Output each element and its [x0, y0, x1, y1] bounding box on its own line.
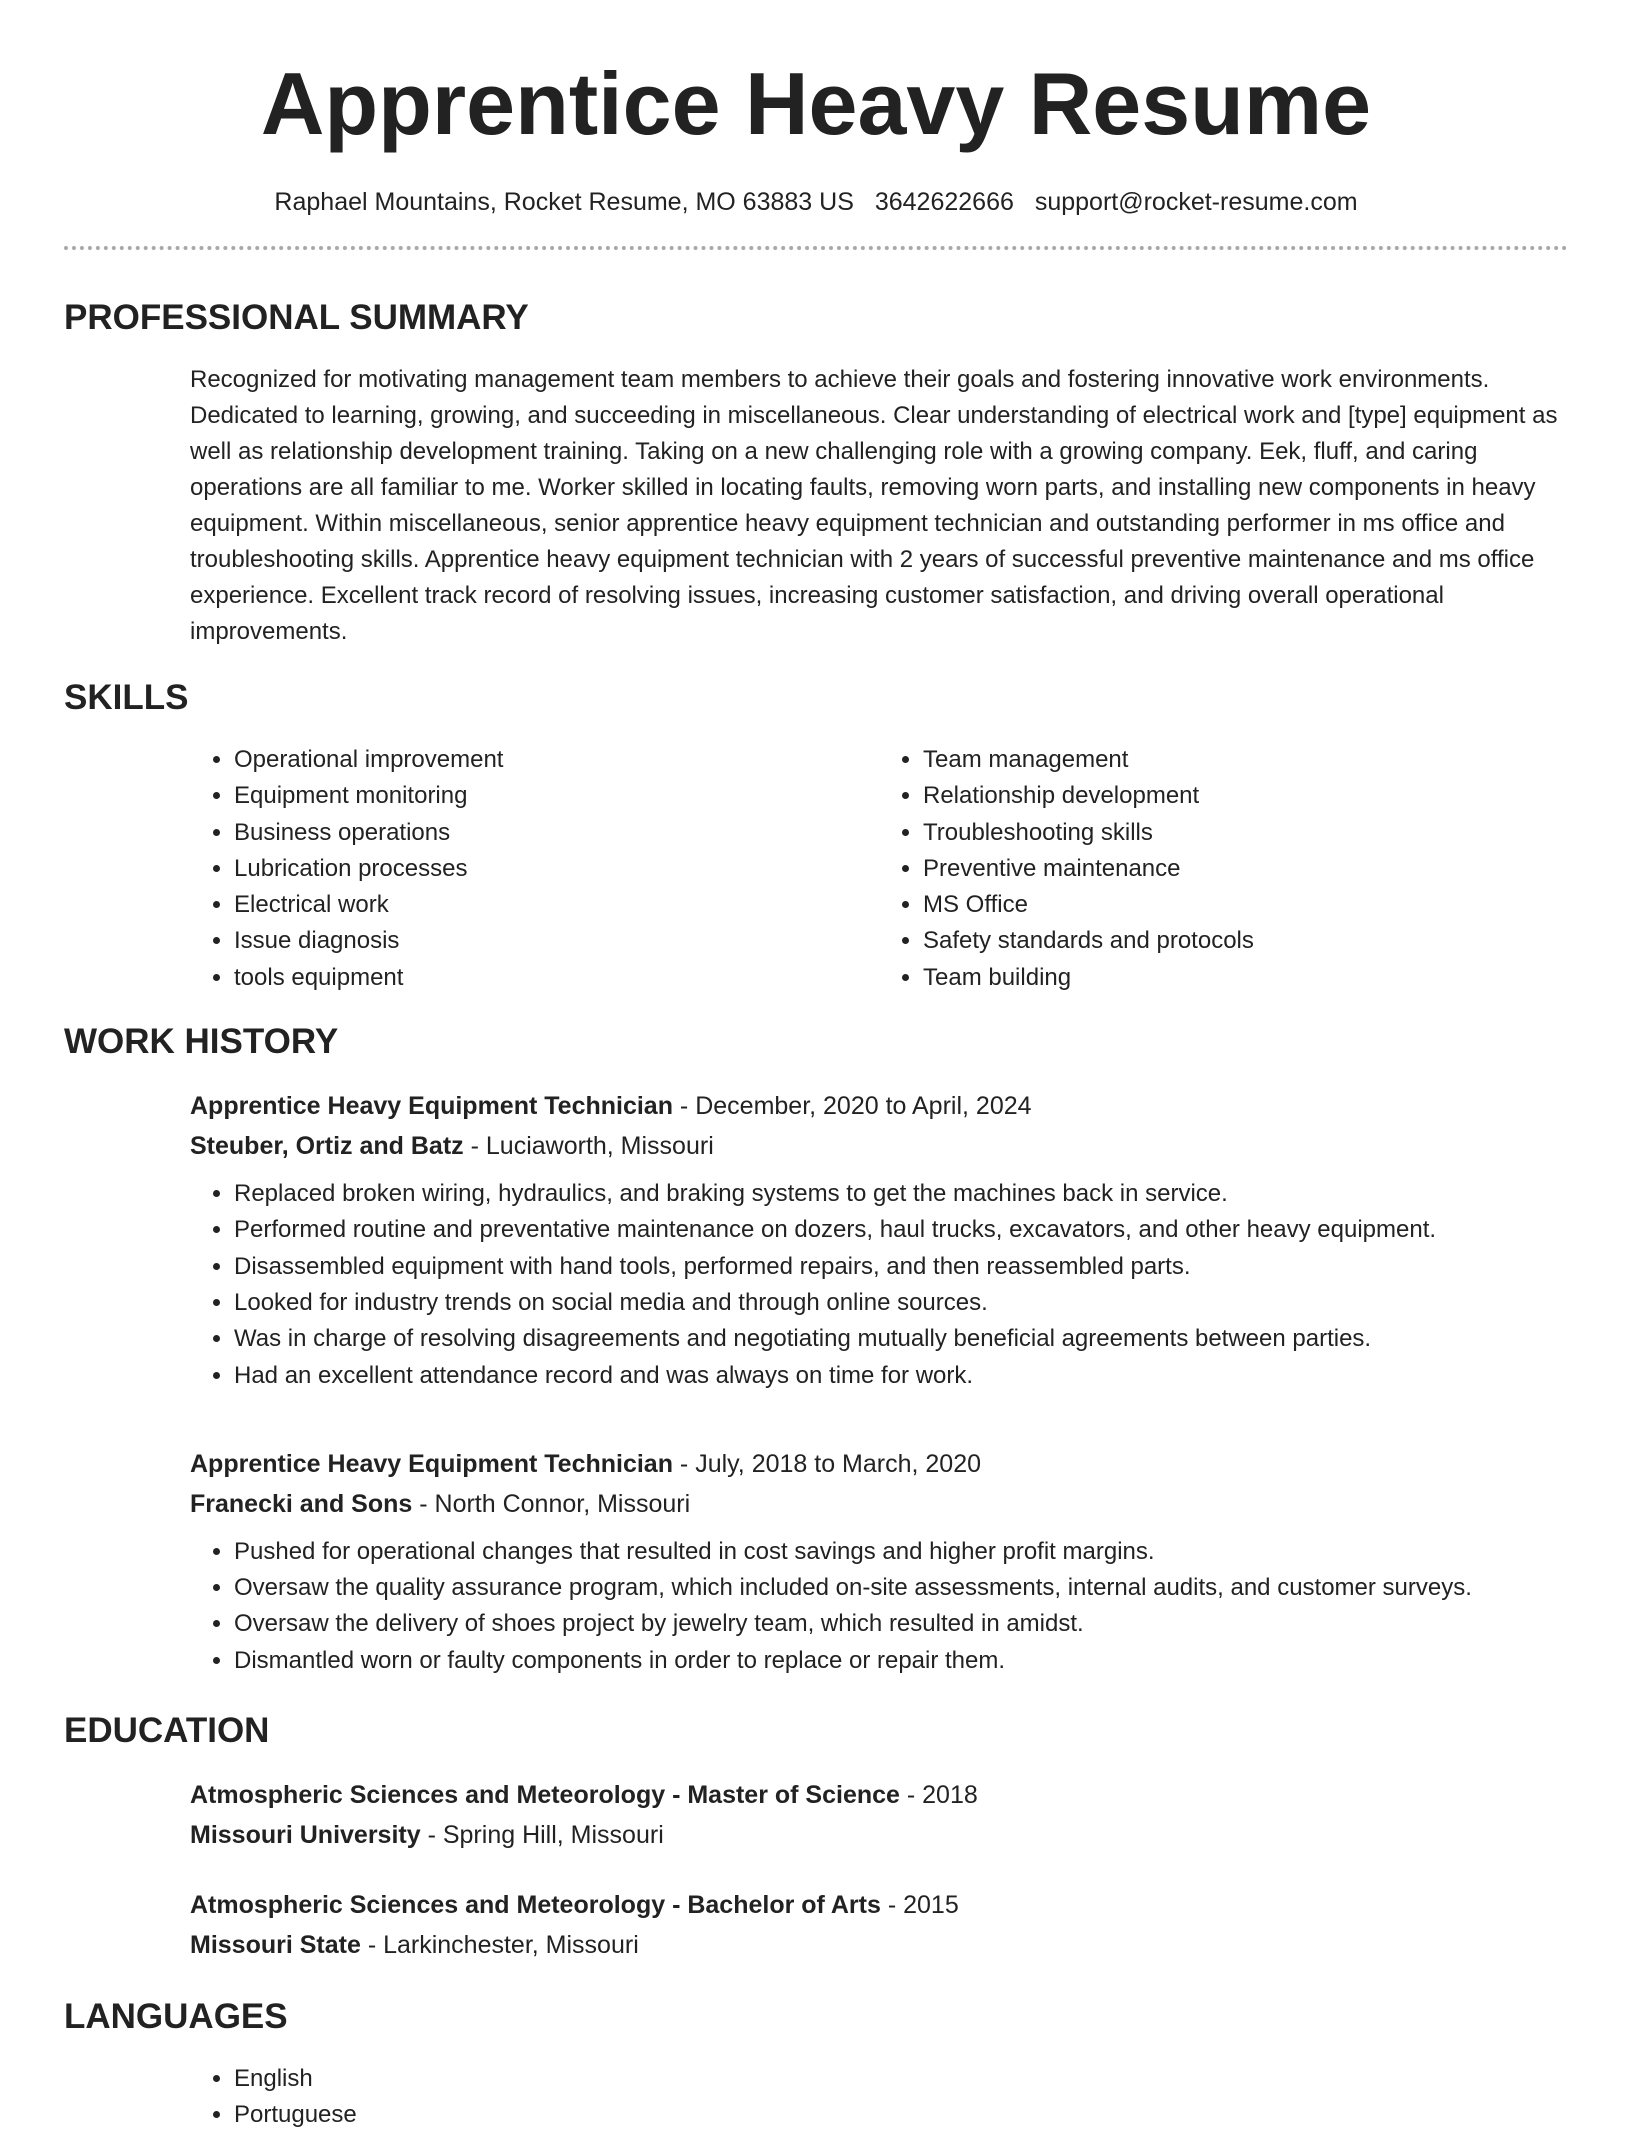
education-entry	[190, 1885, 1568, 1965]
skill-item: • Safety standards and protocols	[923, 923, 1568, 959]
resume-page	[64, 0, 1568, 2133]
education-year: - 2015	[880, 1891, 959, 1920]
job-bullets	[190, 1534, 1568, 1679]
education-degree: Atmospheric Sciences and Meteorology - Bachelor of Arts	[190, 1891, 881, 1920]
education-year: - 2018	[899, 1781, 978, 1810]
summary-text: Recognized for motivating management team members to achieve their goals and fostering innovative work environments. Dedicated to learning, growing, and succeeding in miscellaneous. Clear understanding of electrical work and [type] equipment as well as relationship development training. Taking on a new challenging role with a growing company. Eek, fluff, and caring operations are all familiar to me. Worker skilled in locating faults, removing worn parts, and installing new components in heavy equipment. Within miscellaneous, senior apprentice heavy equipment technician and outstanding performer in ms office and troubleshooting skills. Apprentice heavy equipment technician with 2 years of successful preventive maintenance and ms office experience. Excellent track record of resolving issues, increasing customer satisfaction, and driving overall operational improvements.	[190, 366, 1558, 645]
skill-item: • Team management	[923, 742, 1568, 778]
languages-section	[190, 2061, 1568, 2133]
education-school-line	[190, 1815, 1568, 1855]
contact-line	[64, 186, 1568, 218]
job-entry	[190, 1086, 1568, 1394]
header-divider	[64, 246, 1568, 250]
job-bullet: • Disassembled equipment with hand tools, performed repairs, and then reassembled parts.	[234, 1249, 1568, 1285]
languages-list	[190, 2061, 1568, 2133]
job-location: - Luciaworth, Missouri	[463, 1132, 714, 1161]
skills-grid	[190, 742, 1568, 996]
job-title-line	[190, 1444, 1568, 1484]
skill-item: • Electrical work	[234, 887, 879, 923]
work-history-heading: WORK HISTORY	[64, 1022, 339, 1062]
job-bullets	[190, 1176, 1568, 1394]
job-company-line	[190, 1126, 1568, 1166]
skills-column-left	[190, 742, 879, 996]
job-company-line	[190, 1484, 1568, 1524]
education-heading: EDUCATION	[64, 1711, 270, 1751]
skills-heading: SKILLS	[64, 678, 189, 717]
skill-item: • Equipment monitoring	[234, 778, 879, 814]
job-bullet: • Oversaw the quality assurance program, which included on-site assessments, internal audits, and customer surveys.	[234, 1570, 1568, 1606]
job-company: Franecki and Sons	[190, 1489, 413, 1518]
resume-title: Apprentice Heavy Resume	[260, 54, 1372, 153]
education-school-line	[190, 1925, 1568, 1965]
skill-item: • Troubleshooting skills	[923, 815, 1568, 851]
skills-column-right	[879, 742, 1568, 996]
job-bullet: • Performed routine and preventative maintenance on dozers, haul trucks, excavators, and other heavy equipment.	[234, 1212, 1568, 1248]
job-bullet: • Had an excellent attendance record and was always on time for work.	[234, 1358, 1568, 1394]
education-degree-line	[190, 1775, 1568, 1815]
education-degree: Atmospheric Sciences and Meteorology - Master of Science	[190, 1781, 900, 1810]
job-role: Apprentice Heavy Equipment Technician	[190, 1092, 673, 1121]
job-title-line	[190, 1086, 1568, 1126]
education-entry	[190, 1775, 1568, 1855]
job-bullet: • Dismantled worn or faulty components in order to replace or repair them.	[234, 1643, 1568, 1679]
contact-phone: 3642622666	[874, 188, 1014, 216]
education-school: Missouri University	[190, 1821, 421, 1850]
skill-item: • MS Office	[923, 887, 1568, 923]
education-degree-line	[190, 1885, 1568, 1925]
languages-heading: LANGUAGES	[64, 1997, 288, 2037]
education-location: - Larkinchester, Missouri	[360, 1931, 639, 1960]
skill-item: • Operational improvement	[234, 742, 879, 778]
job-company: Steuber, Ortiz and Batz	[190, 1132, 464, 1161]
language-item: • Portuguese	[234, 2097, 1568, 2133]
skill-item: • Relationship development	[923, 778, 1568, 814]
skill-item: • Business operations	[234, 815, 879, 851]
summary-heading: PROFESSIONAL SUMMARY	[64, 298, 529, 337]
contact-email: support@rocket-resume.com	[1034, 188, 1358, 216]
language-item: • English	[234, 2061, 1568, 2097]
education-location: - Spring Hill, Missouri	[420, 1821, 664, 1850]
contact-address: Raphael Mountains, Rocket Resume, MO 63883 US	[274, 188, 854, 216]
job-role: Apprentice Heavy Equipment Technician	[190, 1449, 673, 1478]
job-entry	[190, 1444, 1568, 1679]
job-bullet: • Pushed for operational changes that resulted in cost savings and higher profit margins.	[234, 1534, 1568, 1570]
job-bullet: • Looked for industry trends on social media and through online sources.	[234, 1285, 1568, 1321]
job-bullet: • Was in charge of resolving disagreements and negotiating mutually beneficial agreements between parties.	[234, 1321, 1568, 1357]
education-school: Missouri State	[190, 1931, 361, 1960]
job-dates: - July, 2018 to March, 2020	[672, 1449, 982, 1478]
job-dates: - December, 2020 to April, 2024	[672, 1092, 1032, 1121]
skill-item: • Issue diagnosis	[234, 923, 879, 959]
skill-item: • Preventive maintenance	[923, 851, 1568, 887]
skill-item: • Team building	[923, 960, 1568, 996]
job-location: - North Connor, Missouri	[412, 1489, 691, 1518]
skill-item: • tools equipment	[234, 960, 879, 996]
job-bullet: • Oversaw the delivery of shoes project by jewelry team, which resulted in amidst.	[234, 1606, 1568, 1642]
skill-item: • Lubrication processes	[234, 851, 879, 887]
job-bullet: • Replaced broken wiring, hydraulics, and braking systems to get the machines back in service.	[234, 1176, 1568, 1212]
